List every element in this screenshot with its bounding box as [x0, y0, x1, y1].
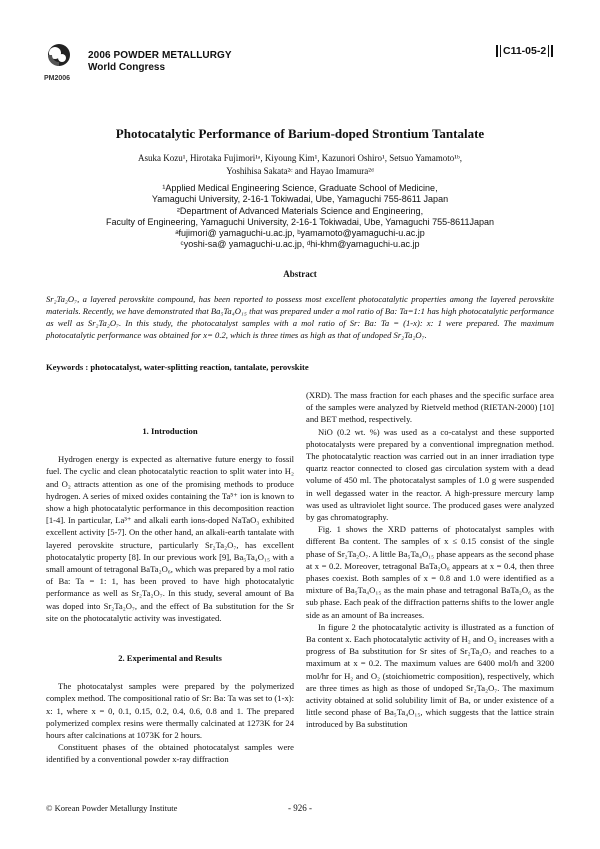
affiliation-line: ²Department of Advanced Materials Science and Engineering, — [176, 205, 424, 216]
left-column — [46, 425, 294, 766]
body-paragraph: In figure 2 the photocatalytic activity is illustrated as a function of Ba content x. Each photocatalytic activity of H₂ and O₂ increases with a progress of Ba substitution for Sr sites of Sr₂Ta₂O₇ and reaches to a maximum at x = 0.2. The maximum values are 6400 mol/h and 3200 mol/hr for H₂ and O₂ (stoichiometric composition), respectively, which are three times as high as those of undoped Sr₂Ta₂O₇. The maximum activity obtained at solid solubility limit of Ba, or under existence of a little second phase of Ba₅Ta₄O₁₅, which suggests that the lattice strain introduced by Ba substitution — [306, 621, 554, 730]
paper-code — [496, 45, 553, 57]
abstract-text: Sr₂Ta₂O₇, a layered perovskite compound, has been reported to possess most excellent photocatalytic properties among the layered perovskite materials. Recently, we have demonstrated that Ba₅Ta₄O₁₅ that was prepared under a mol ratio of Ba: Ta=1:1 has high photocatalytic performance as well as Sr₂Ta₂O₇. In this study, the photocatalyst samples with a mol ratio of Sr: Ba: Ta = (1-x): x: 1 were prepared. The maximum photocatalytic performance was obtained for x= 0.2, which is three times as high as that of undoped Sr₂Ta₂O₇. — [46, 294, 554, 340]
body-paragraph: (XRD). The mass fraction for each phases and the specific surface area of the samples were analyzed by Rietveld method (RIETAN-2000) [10] and BET method, respectively. — [306, 390, 554, 425]
affiliation-line: Yamaguchi University, 2-16-1 Tokiwadai, Ube, Yamaguchi 755-8611 Japan — [151, 194, 449, 205]
code-bar-right-thin — [548, 45, 549, 57]
keywords: Keywords : photocatalyst, water-splitting reaction, tantalate, perovskite — [46, 362, 309, 372]
experimental-paragraph: Constituent phases of the obtained photocatalyst samples were identified by a conventional powder x-ray diffraction — [46, 742, 294, 765]
experimental-paragraph: The photocatalyst samples were prepared by the polymerized complex method. The compositional ratio of Sr: Ba: Ta was set to (1-x): x: 1, where x = 0, 0.1, 0.15, 0.2, 0.4, 0.6, 0.8 and 1. The prepared polymerized complex resins were thermally calcinated at 1273K for 24 hours after calcinations at 1073K for 2 hours. — [46, 681, 294, 741]
abstract-heading: Abstract — [283, 269, 317, 279]
affiliation-line: ¹Applied Medical Engineering Science, Graduate School of Medicine, — [162, 183, 438, 193]
author-line-2: Yoshihisa Sakata²ᶜ and Hayao Imamura²ᵈ — [226, 165, 374, 176]
section-heading-experimental: 2. Experimental and Results — [118, 653, 222, 664]
section-heading-introduction: 1. Introduction — [142, 426, 198, 436]
right-column — [306, 389, 554, 731]
author-list — [60, 152, 540, 177]
author-line-1: Asuka Kozu¹, Hirotaka Fujimori¹ᵃ, Kiyoung Kim¹, Kazunori Oshiro¹, Setsuo Yamamoto¹ᵇ, — [138, 153, 462, 163]
body-paragraph: NiO (0.2 wt. %) was used as a co-catalyst and these supported photocatalysts were prepared by a conventional impregnation method. The photocatalytic reaction was carried out in an inner irradiation type quartz reactor connected to closed gas circulation system with a dead volume of 450 ml. The photocatalyst samples of 1.0 g were suspended in well degassed water in the reactor. A high-pressure mercury lamp was used as ultraviolet light source. The produced gases were analyzed by gas chromatography. — [306, 426, 554, 523]
code-bar-right — [551, 45, 553, 57]
page-number: - 926 - — [288, 803, 312, 813]
affiliation-email: ᵃfujimori@ yamaguchi-u.ac.jp, ᵇyamamoto@yamaguchi-u.ac.jp — [175, 228, 425, 239]
paper-title: Photocatalytic Performance of Barium-doped Strontium Tantalate — [115, 126, 485, 141]
body-paragraph: Fig. 1 shows the XRD patterns of photocatalyst samples with different Ba content. The samples of x ≤ 0.15 consist of the single phase of Sr₂Ta₂O₇. A little Ba₅Ta₄O₁₅ phase appears as the second phase at x = 0.2. Moreover, tetragonal BaTa₂O₆ appears at x = 0.4, then three phases coexist. Both samples of x = 0.8 and 1.0 were identified as a mixture of Ba₅Ta₄O₁₅ as the main phase and tetragonal BaTa₂O₆ as the sub phase. Each peak of the diffraction patterns shifts to the lower angle side as an amount of Ba increases. — [306, 524, 554, 620]
conference-name: 2006 POWDER METALLURGY — [88, 50, 232, 61]
code-bar-left-thin — [500, 45, 501, 57]
code-bar-left — [496, 45, 498, 57]
affiliation-email: ᶜyoshi-sa@ yamaguchi-u.ac.jp, ᵈhi-khm@yamaguchi-u.ac.jp — [180, 239, 420, 250]
pm-mark: PM2006 — [44, 75, 71, 82]
affiliation-line: Faculty of Engineering, Yamaguchi University, 2-16-1 Tokiwadai, Ube, Yamaguchi 755-8611Japan — [105, 216, 495, 227]
paper-code-text: C11-05-2 — [503, 45, 547, 57]
intro-paragraph: Hydrogen energy is expected as alternative future energy to fossil fuel. The cyclic and clean photocatalytic reaction to split water into H₂ and O₂ attracts attention as one of the promising methods to produce hydrogen. A series of mixed oxides containing the Ta⁵⁺ ion is known to show a high photocatalytic performance in this decomposition reaction [1-4]. In particular, La³⁺ and alkali earth ions-doped NaTaO₃ exhibited excellent activity [5-7]. On the other hand, an alkali-earth tantalate with layered perovskite structure, particularly Sr₂Ta₂O₇, has excellent photocatalytic property [8]. In our previous work [9], Ba₅Ta₄O₁₅ with a small amount of tetragonal BaTa₂O₆, which was prepared by a mol ratio of Ba: Ta = 1: 1, has been proved to have high photocatalytic performance as well as Sr₂Ta₂O₇. In this study, several amount of Ba was doped into Sr₂Ta₂O₇, and the effect of Ba substitution for the Sr site on the photocatalytic activity was investigated. — [46, 454, 294, 623]
conference-subtitle: World Congress — [88, 62, 166, 73]
affiliations — [30, 183, 570, 251]
copyright-notice: © Korean Powder Metallurgy Institute — [46, 803, 178, 813]
